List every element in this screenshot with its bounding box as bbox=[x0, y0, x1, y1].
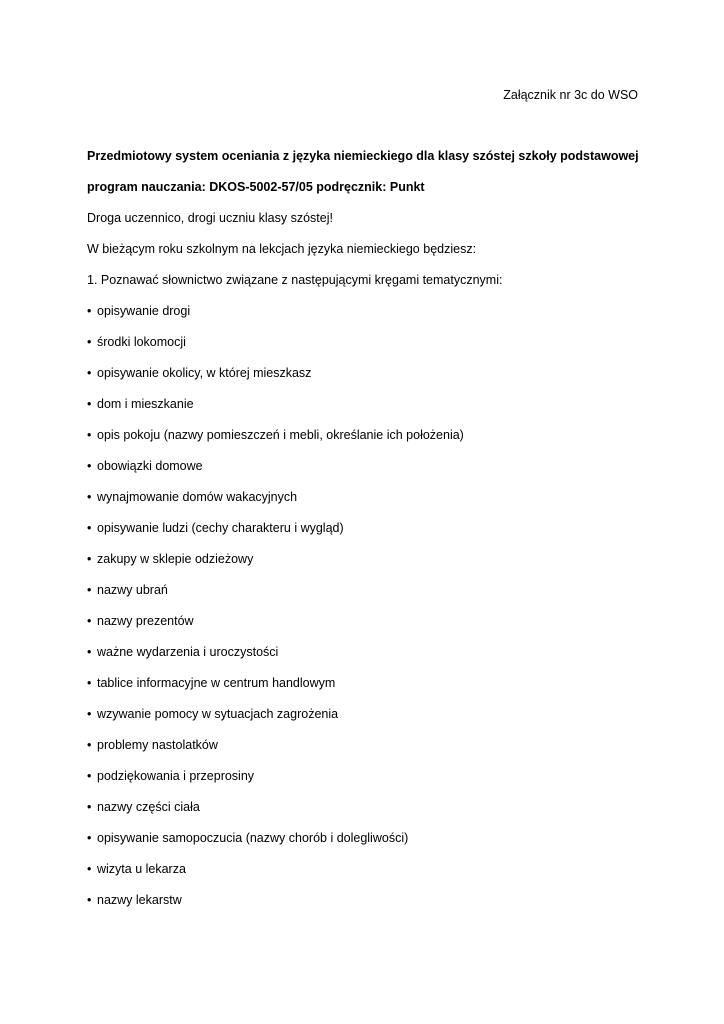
list-item-text: wynajmowanie domów wakacyjnych bbox=[97, 490, 298, 504]
bullet-icon: • bbox=[87, 459, 92, 473]
bullet-icon: • bbox=[87, 614, 92, 628]
list-item bbox=[87, 830, 647, 861]
list-item bbox=[87, 334, 647, 365]
bullet-icon: • bbox=[87, 800, 92, 814]
bullet-icon: • bbox=[87, 707, 92, 721]
list-item-text: wizyta u lekarza bbox=[97, 862, 186, 876]
bullet-icon: • bbox=[87, 335, 92, 349]
bullet-icon: • bbox=[87, 583, 92, 597]
bullet-icon: • bbox=[87, 521, 92, 535]
bullet-icon: • bbox=[87, 366, 92, 380]
list-item bbox=[87, 396, 647, 427]
list-item-text: nazwy ubrań bbox=[97, 583, 168, 597]
list-item-text: tablice informacyjne w centrum handlowym bbox=[97, 676, 336, 690]
list-item-text: opis pokoju (nazwy pomieszczeń i mebli, określanie ich położenia) bbox=[97, 428, 464, 442]
document-title: Przedmiotowy system oceniania z języka niemieckiego dla klasy szóstej szkoły podstawowej bbox=[87, 149, 639, 163]
list-item bbox=[87, 365, 647, 396]
program-info: program nauczania: DKOS-5002-57/05 podręcznik: Punkt bbox=[87, 180, 425, 194]
list-item-text: wzywanie pomocy w sytuacjach zagrożenia bbox=[97, 707, 339, 721]
list-item-text: podziękowania i przeprosiny bbox=[97, 769, 255, 783]
attachment-label: Załącznik nr 3c do WSO bbox=[503, 88, 638, 102]
list-item bbox=[87, 768, 647, 799]
list-item bbox=[87, 551, 647, 582]
list-item bbox=[87, 861, 647, 892]
list-item bbox=[87, 799, 647, 830]
list-item bbox=[87, 613, 647, 644]
greeting: Droga uczennico, drogi uczniu klasy szóstej! bbox=[87, 211, 333, 225]
list-item bbox=[87, 582, 647, 613]
list-item bbox=[87, 458, 647, 489]
list-item-text: środki lokomocji bbox=[97, 335, 186, 349]
document-body bbox=[87, 148, 647, 923]
bullet-icon: • bbox=[87, 304, 92, 318]
point-1: 1. Poznawać słownictwo związane z następującymi kręgami tematycznymi: bbox=[87, 273, 503, 287]
list-item bbox=[87, 706, 647, 737]
bullet-icon: • bbox=[87, 831, 92, 845]
list-item-text: opisywanie okolicy, w której mieszkasz bbox=[97, 366, 312, 380]
bullet-icon: • bbox=[87, 676, 92, 690]
bullet-icon: • bbox=[87, 893, 92, 907]
list-item-text: opisywanie samopoczucia (nazwy chorób i dolegliwości) bbox=[97, 831, 409, 845]
list-item-text: nazwy części ciała bbox=[97, 800, 200, 814]
list-item-text: ważne wydarzenia i uroczystości bbox=[97, 645, 279, 659]
bullet-icon: • bbox=[87, 552, 92, 566]
bullet-icon: • bbox=[87, 862, 92, 876]
bullet-icon: • bbox=[87, 769, 92, 783]
list-item bbox=[87, 737, 647, 768]
list-item bbox=[87, 675, 647, 706]
list-item bbox=[87, 892, 647, 923]
list-item bbox=[87, 644, 647, 675]
bullet-icon: • bbox=[87, 645, 92, 659]
list-item bbox=[87, 489, 647, 520]
list-item-text: zakupy w sklepie odzieżowy bbox=[97, 552, 254, 566]
topic-list bbox=[87, 303, 647, 923]
list-item-text: opisywanie drogi bbox=[97, 304, 191, 318]
bullet-icon: • bbox=[87, 738, 92, 752]
list-item-text: dom i mieszkanie bbox=[97, 397, 194, 411]
list-item bbox=[87, 427, 647, 458]
list-item-text: problemy nastolatków bbox=[97, 738, 218, 752]
bullet-icon: • bbox=[87, 490, 92, 504]
list-item bbox=[87, 303, 647, 334]
bullet-icon: • bbox=[87, 428, 92, 442]
list-item-text: obowiązki domowe bbox=[97, 459, 203, 473]
list-item-text: opisywanie ludzi (cechy charakteru i wygląd) bbox=[97, 521, 344, 535]
list-item-text: nazwy lekarstw bbox=[97, 893, 182, 907]
list-item-text: nazwy prezentów bbox=[97, 614, 194, 628]
list-item bbox=[87, 520, 647, 551]
bullet-icon: • bbox=[87, 397, 92, 411]
intro-text: W bieżącym roku szkolnym na lekcjach języka niemieckiego będziesz: bbox=[87, 242, 477, 256]
